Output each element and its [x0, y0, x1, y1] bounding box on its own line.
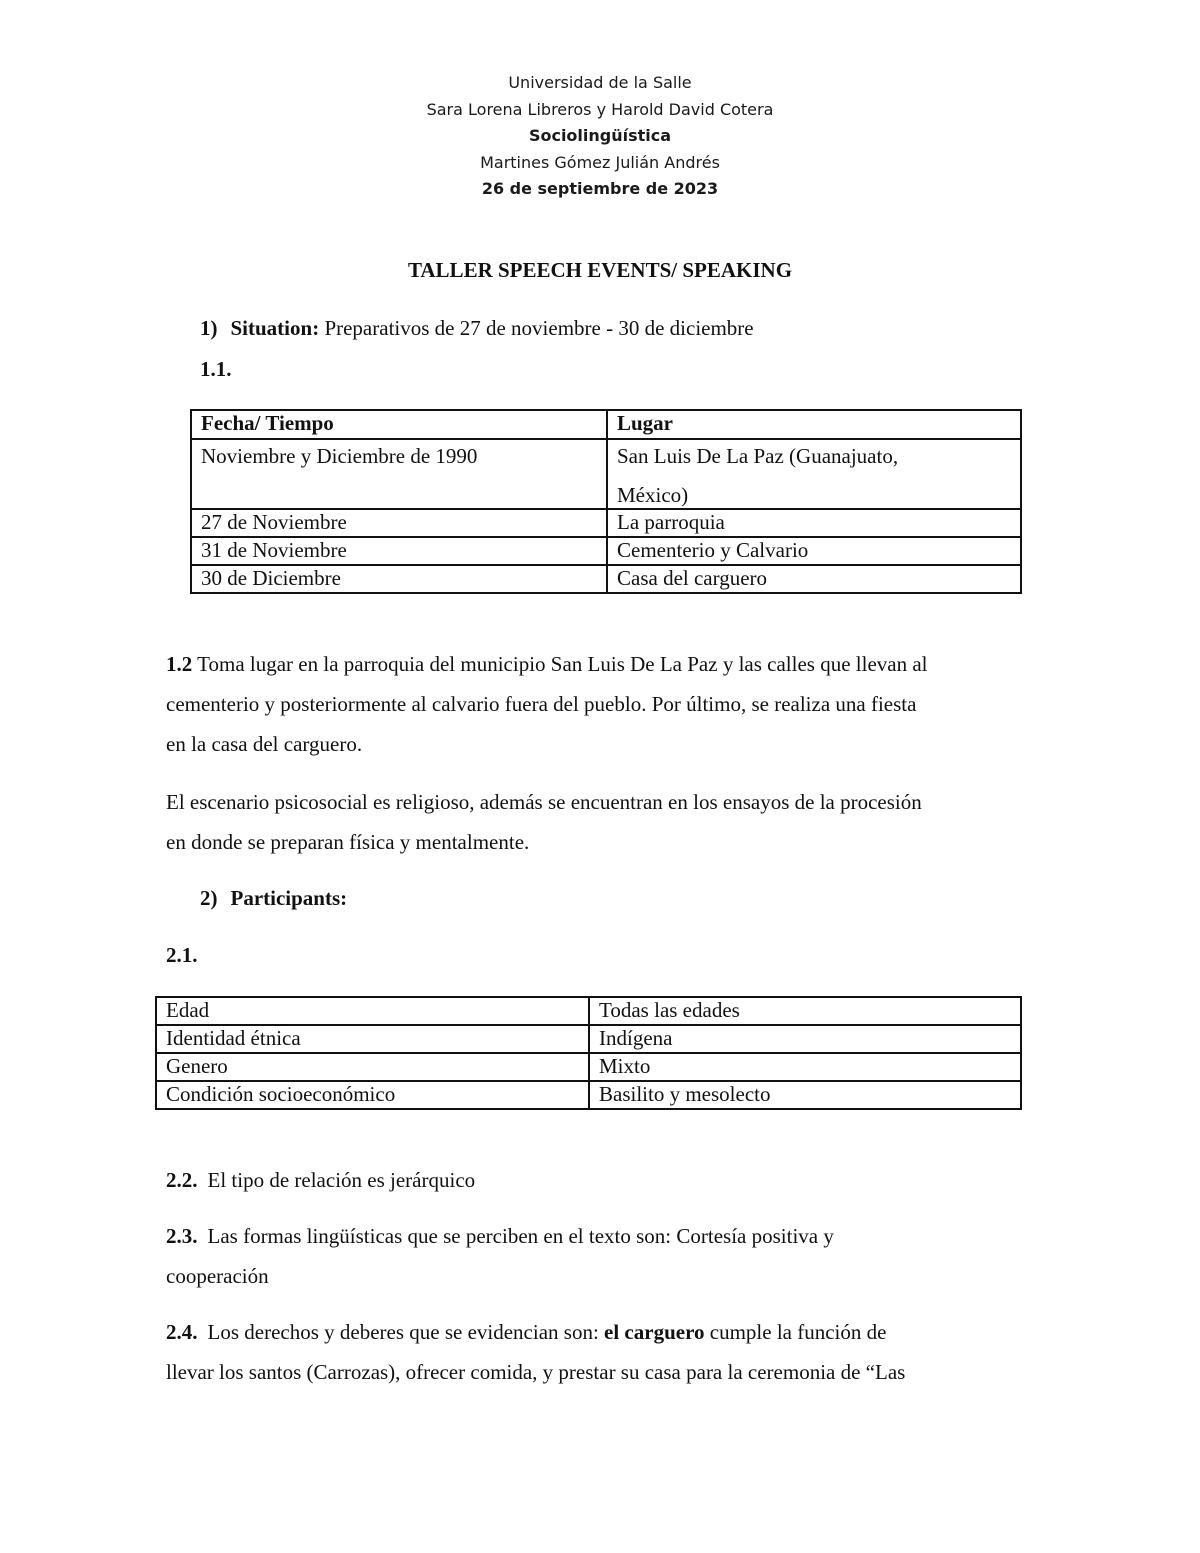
subsection-1-1: 1.1. [200, 357, 232, 381]
paragraph-2-2: 2.2. El tipo de relación es jerárquico [166, 1168, 476, 1192]
table-row [191, 537, 1021, 565]
paragraph-number: 1.2 [166, 652, 193, 676]
section-2-number: 2) [200, 886, 218, 910]
table-row [191, 509, 1021, 537]
table-cell-line: San Luis De La Paz (Guanajuato, [617, 444, 899, 468]
paragraph-line: cooperación [166, 1264, 269, 1288]
paragraph-number: 2.4. [166, 1320, 198, 1344]
section-1-heading [200, 316, 754, 341]
table-cell: Genero [156, 1053, 589, 1081]
teacher-name: Martines Gómez Julián Andrés [480, 152, 720, 172]
paragraph-2-4 [166, 1312, 1036, 1392]
paragraph-psychosocial [166, 782, 1036, 862]
table-row [156, 1081, 1021, 1109]
section-1-text: Preparativos de 27 de noviembre - 30 de diciembre [319, 316, 754, 340]
section-2-heading [200, 886, 347, 911]
subsection-2-1: 2.1. [166, 943, 198, 967]
section-1-label: Situation: [230, 316, 320, 340]
paragraph-line: en la casa del carguero. [166, 732, 363, 756]
table-cell: Mixto [589, 1053, 1021, 1081]
table-cell: 31 de Noviembre [191, 537, 607, 565]
table-row [191, 439, 1021, 509]
table-row [156, 997, 1021, 1025]
table-cell: Identidad étnica [156, 1025, 589, 1053]
table-row [156, 1025, 1021, 1053]
cover-header [0, 70, 1200, 203]
document-title: TALLER SPEECH EVENTS/ SPEAKING [407, 258, 793, 282]
paragraph-line: cementerio y posteriormente al calvario fuera del pueblo. Por último, se realiza una fiesta [166, 692, 917, 716]
table-cell: Todas las edades [589, 997, 1021, 1025]
emphasis-carguero: el carguero [604, 1320, 705, 1344]
table-cell: Basilito y mesolecto [589, 1081, 1021, 1109]
paragraph-number: 2.3. [166, 1224, 198, 1248]
header-cell-place: Lugar [607, 410, 1021, 439]
paragraph-line: 2.4. Los derechos y deberes que se evidencian son: el carguero cumple la función de [166, 1320, 887, 1344]
table-cell: 30 de Diciembre [191, 565, 607, 593]
paragraph-line: en donde se preparan física y mentalmente. [166, 830, 530, 854]
date: 26 de septiembre de 2023 [481, 179, 719, 198]
section-2-label: Participants: [230, 886, 348, 910]
table-cell-line: México) [617, 483, 689, 507]
table-cell: La parroquia [607, 509, 1021, 537]
table-cell: Casa del carguero [607, 565, 1021, 593]
header-cell-date: Fecha/ Tiempo [191, 410, 607, 439]
paragraph-2-3 [166, 1216, 1036, 1296]
paragraph-line: 2.3. Las formas lingüísticas que se perciben en el texto son: Cortesía positiva y [166, 1224, 834, 1248]
paragraph-1-2 [166, 644, 1036, 764]
paragraph-line: El escenario psicosocial es religioso, además se encuentran en los ensayos de la procesión [166, 790, 922, 814]
paragraph-number: 2.2. [166, 1168, 198, 1192]
table-cell [607, 439, 1021, 509]
situation-table [190, 409, 1022, 594]
course-name: Sociolingüística [528, 126, 672, 145]
table-cell: Indígena [589, 1025, 1021, 1053]
table-cell: Edad [156, 997, 589, 1025]
table-cell: Noviembre y Diciembre de 1990 [191, 439, 607, 509]
authors: Sara Lorena Libreros y Harold David Cotera [426, 99, 774, 119]
table-row [191, 565, 1021, 593]
paragraph-line: llevar los santos (Carrozas), ofrecer comida, y prestar su casa para la ceremonia de “Las [166, 1360, 906, 1384]
paragraph-line: 1.2 Toma lugar en la parroquia del municipio San Luis De La Paz y las calles que llevan al [166, 652, 928, 676]
section-1-number: 1) [200, 316, 218, 340]
participants-table [155, 996, 1022, 1110]
table-cell: 27 de Noviembre [191, 509, 607, 537]
table-row [156, 1053, 1021, 1081]
table-header-row [191, 410, 1021, 439]
university-name: Universidad de la Salle [508, 73, 692, 92]
table-cell: Condición socioeconómico [156, 1081, 589, 1109]
table-cell: Cementerio y Calvario [607, 537, 1021, 565]
